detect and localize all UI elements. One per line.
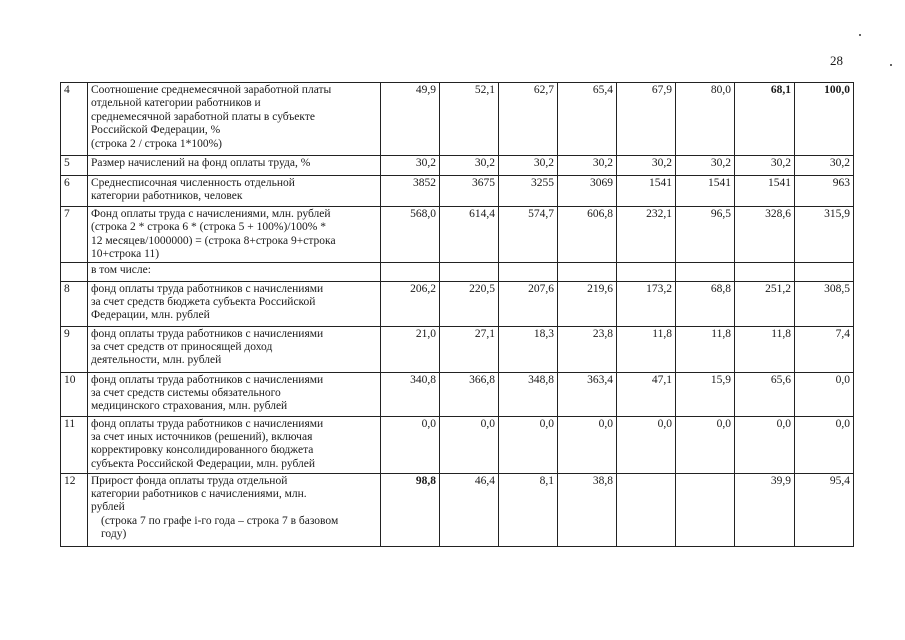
value-cell	[499, 262, 558, 281]
table-row	[61, 326, 854, 372]
row-description	[88, 176, 381, 207]
table-row	[61, 176, 854, 207]
value-cell: 49,9	[381, 83, 440, 156]
value-cell: 315,9	[795, 207, 854, 263]
value-cell: 568,0	[381, 207, 440, 263]
value-cell: 46,4	[440, 473, 499, 546]
value-cell: 65,6	[735, 372, 795, 416]
value-cell: 614,4	[440, 207, 499, 263]
value-cell: 52,1	[440, 83, 499, 156]
value-cell	[676, 473, 735, 546]
value-cell: 30,2	[440, 156, 499, 176]
value-cell: 68,1	[735, 83, 795, 156]
value-cell: 0,0	[499, 416, 558, 473]
value-cell: 340,8	[381, 372, 440, 416]
description-line: (строка 2 * строка 6 * (строка 5 + 100%)/100% *	[91, 221, 326, 234]
description-line: деятельности, млн. рублей	[91, 354, 222, 367]
description-line: Фонд оплаты труда с начислениями, млн. рублей	[91, 208, 331, 220]
value-cell: 0,0	[558, 416, 617, 473]
row-number: 6	[61, 176, 88, 207]
description-line: (строка 2 / строка 1*100%)	[91, 137, 223, 150]
value-cell: 68,8	[676, 281, 735, 326]
row-number: 4	[61, 83, 88, 156]
value-cell: 30,2	[676, 156, 735, 176]
description-line: за счет средств бюджета субъекта Российской	[91, 296, 316, 309]
row-number: 12	[61, 473, 88, 546]
description-line: субъекта Российской Федерации, млн. рублей	[91, 457, 316, 470]
value-cell: 30,2	[499, 156, 558, 176]
row-description	[88, 473, 381, 546]
row-number: 11	[61, 416, 88, 473]
value-cell: 30,2	[558, 156, 617, 176]
description-line: Соотношение среднемесячной заработной платы	[91, 84, 332, 96]
value-cell: 363,4	[558, 372, 617, 416]
description-line: за счет иных источников (решений), включая	[91, 431, 313, 444]
value-cell: 11,8	[735, 326, 795, 372]
table-row	[61, 416, 854, 473]
value-cell: 0,0	[795, 372, 854, 416]
value-cell: 8,1	[499, 473, 558, 546]
row-number: 9	[61, 326, 88, 372]
table-row	[61, 156, 854, 176]
row-description	[88, 326, 381, 372]
value-cell: 207,6	[499, 281, 558, 326]
value-cell: 65,4	[558, 83, 617, 156]
value-cell: 11,8	[676, 326, 735, 372]
description-line: фонд оплаты труда работников с начислениями	[91, 417, 324, 430]
scan-speck	[859, 34, 861, 36]
value-cell: 366,8	[440, 372, 499, 416]
value-cell: 251,2	[735, 281, 795, 326]
value-cell: 96,5	[676, 207, 735, 263]
description-line: фонд оплаты труда работников с начислениями	[91, 327, 324, 340]
value-cell	[795, 262, 854, 281]
value-cell: 0,0	[440, 416, 499, 473]
value-cell: 47,1	[617, 372, 676, 416]
value-cell: 220,5	[440, 281, 499, 326]
value-cell: 39,9	[735, 473, 795, 546]
value-cell: 27,1	[440, 326, 499, 372]
description-line: (строка 7 по графе i-го года – строка 7 в базовом	[101, 514, 339, 527]
value-cell: 30,2	[795, 156, 854, 176]
row-description	[88, 416, 381, 473]
value-cell: 62,7	[499, 83, 558, 156]
value-cell: 80,0	[676, 83, 735, 156]
value-cell: 232,1	[617, 207, 676, 263]
row-number: 7	[61, 207, 88, 263]
description-line: Размер начислений на фонд оплаты труда, %	[91, 157, 311, 169]
value-cell: 1541	[617, 176, 676, 207]
table-row	[61, 473, 854, 546]
value-cell: 0,0	[381, 416, 440, 473]
description-line: 10+строка 11)	[91, 248, 160, 261]
value-cell: 67,9	[617, 83, 676, 156]
description-line: Прирост фонда оплаты труда отдельной	[91, 474, 288, 487]
value-cell	[676, 262, 735, 281]
description-line: отдельной категории работников и	[91, 97, 261, 110]
description-line: корректировку консолидированного бюджета	[91, 444, 314, 457]
row-description	[88, 372, 381, 416]
value-cell	[617, 473, 676, 546]
value-cell: 100,0	[795, 83, 854, 156]
value-cell: 3852	[381, 176, 440, 207]
value-cell: 0,0	[735, 416, 795, 473]
description-line: фонд оплаты труда работников с начислениями	[91, 282, 324, 295]
value-cell	[617, 262, 676, 281]
description-line: категории работников, человек	[91, 190, 243, 203]
table-row	[61, 207, 854, 263]
description-line: Федерации, млн. рублей	[91, 309, 210, 322]
row-number: 10	[61, 372, 88, 416]
table-row	[61, 262, 854, 281]
value-cell	[558, 262, 617, 281]
value-cell: 38,8	[558, 473, 617, 546]
value-cell: 173,2	[617, 281, 676, 326]
value-cell: 0,0	[795, 416, 854, 473]
value-cell: 606,8	[558, 207, 617, 263]
value-cell: 328,6	[735, 207, 795, 263]
description-line: фонд оплаты труда работников с начислениями	[91, 373, 324, 386]
value-cell: 574,7	[499, 207, 558, 263]
scan-speck	[890, 64, 892, 66]
value-cell: 348,8	[499, 372, 558, 416]
value-cell: 98,8	[381, 473, 440, 546]
description-line: категории работников с начислениями, млн.	[91, 488, 307, 501]
description-line: Среднесписочная численность отдельной	[91, 177, 295, 189]
row-number	[61, 262, 88, 281]
row-number: 8	[61, 281, 88, 326]
value-cell: 3255	[499, 176, 558, 207]
value-cell: 1541	[735, 176, 795, 207]
value-cell: 18,3	[499, 326, 558, 372]
row-number: 5	[61, 156, 88, 176]
description-line: Российской Федерации, %	[91, 124, 221, 137]
value-cell	[381, 262, 440, 281]
value-cell: 206,2	[381, 281, 440, 326]
page-number: 28	[830, 53, 843, 68]
value-cell: 7,4	[795, 326, 854, 372]
description-line: медицинского страхования, млн. рублей	[91, 400, 288, 413]
table-body	[61, 83, 854, 547]
table-row	[61, 83, 854, 156]
description-line: рублей	[91, 501, 125, 514]
description-line: за счет средств от приносящей доход	[91, 341, 273, 354]
table-row	[61, 281, 854, 326]
value-cell: 0,0	[676, 416, 735, 473]
description-line: среднемесячной заработной платы в субъекте	[91, 110, 315, 123]
value-cell: 963	[795, 176, 854, 207]
value-cell: 0,0	[617, 416, 676, 473]
row-description	[88, 281, 381, 326]
value-cell: 3069	[558, 176, 617, 207]
description-line: в том числе:	[91, 263, 151, 276]
value-cell: 95,4	[795, 473, 854, 546]
row-description	[88, 83, 381, 156]
value-cell: 15,9	[676, 372, 735, 416]
value-cell: 3675	[440, 176, 499, 207]
row-description	[88, 262, 381, 281]
value-cell: 1541	[676, 176, 735, 207]
description-line: году)	[101, 528, 127, 541]
table-row	[61, 372, 854, 416]
value-cell: 308,5	[795, 281, 854, 326]
value-cell: 21,0	[381, 326, 440, 372]
data-table	[60, 82, 854, 547]
value-cell	[735, 262, 795, 281]
value-cell	[440, 262, 499, 281]
value-cell: 30,2	[617, 156, 676, 176]
row-description	[88, 156, 381, 176]
description-line: за счет средств системы обязательного	[91, 387, 281, 400]
value-cell: 30,2	[735, 156, 795, 176]
row-description	[88, 207, 381, 263]
value-cell: 11,8	[617, 326, 676, 372]
value-cell: 23,8	[558, 326, 617, 372]
value-cell: 219,6	[558, 281, 617, 326]
description-line: 12 месяцев/1000000) = (строка 8+строка 9+строка	[91, 234, 336, 247]
value-cell: 30,2	[381, 156, 440, 176]
